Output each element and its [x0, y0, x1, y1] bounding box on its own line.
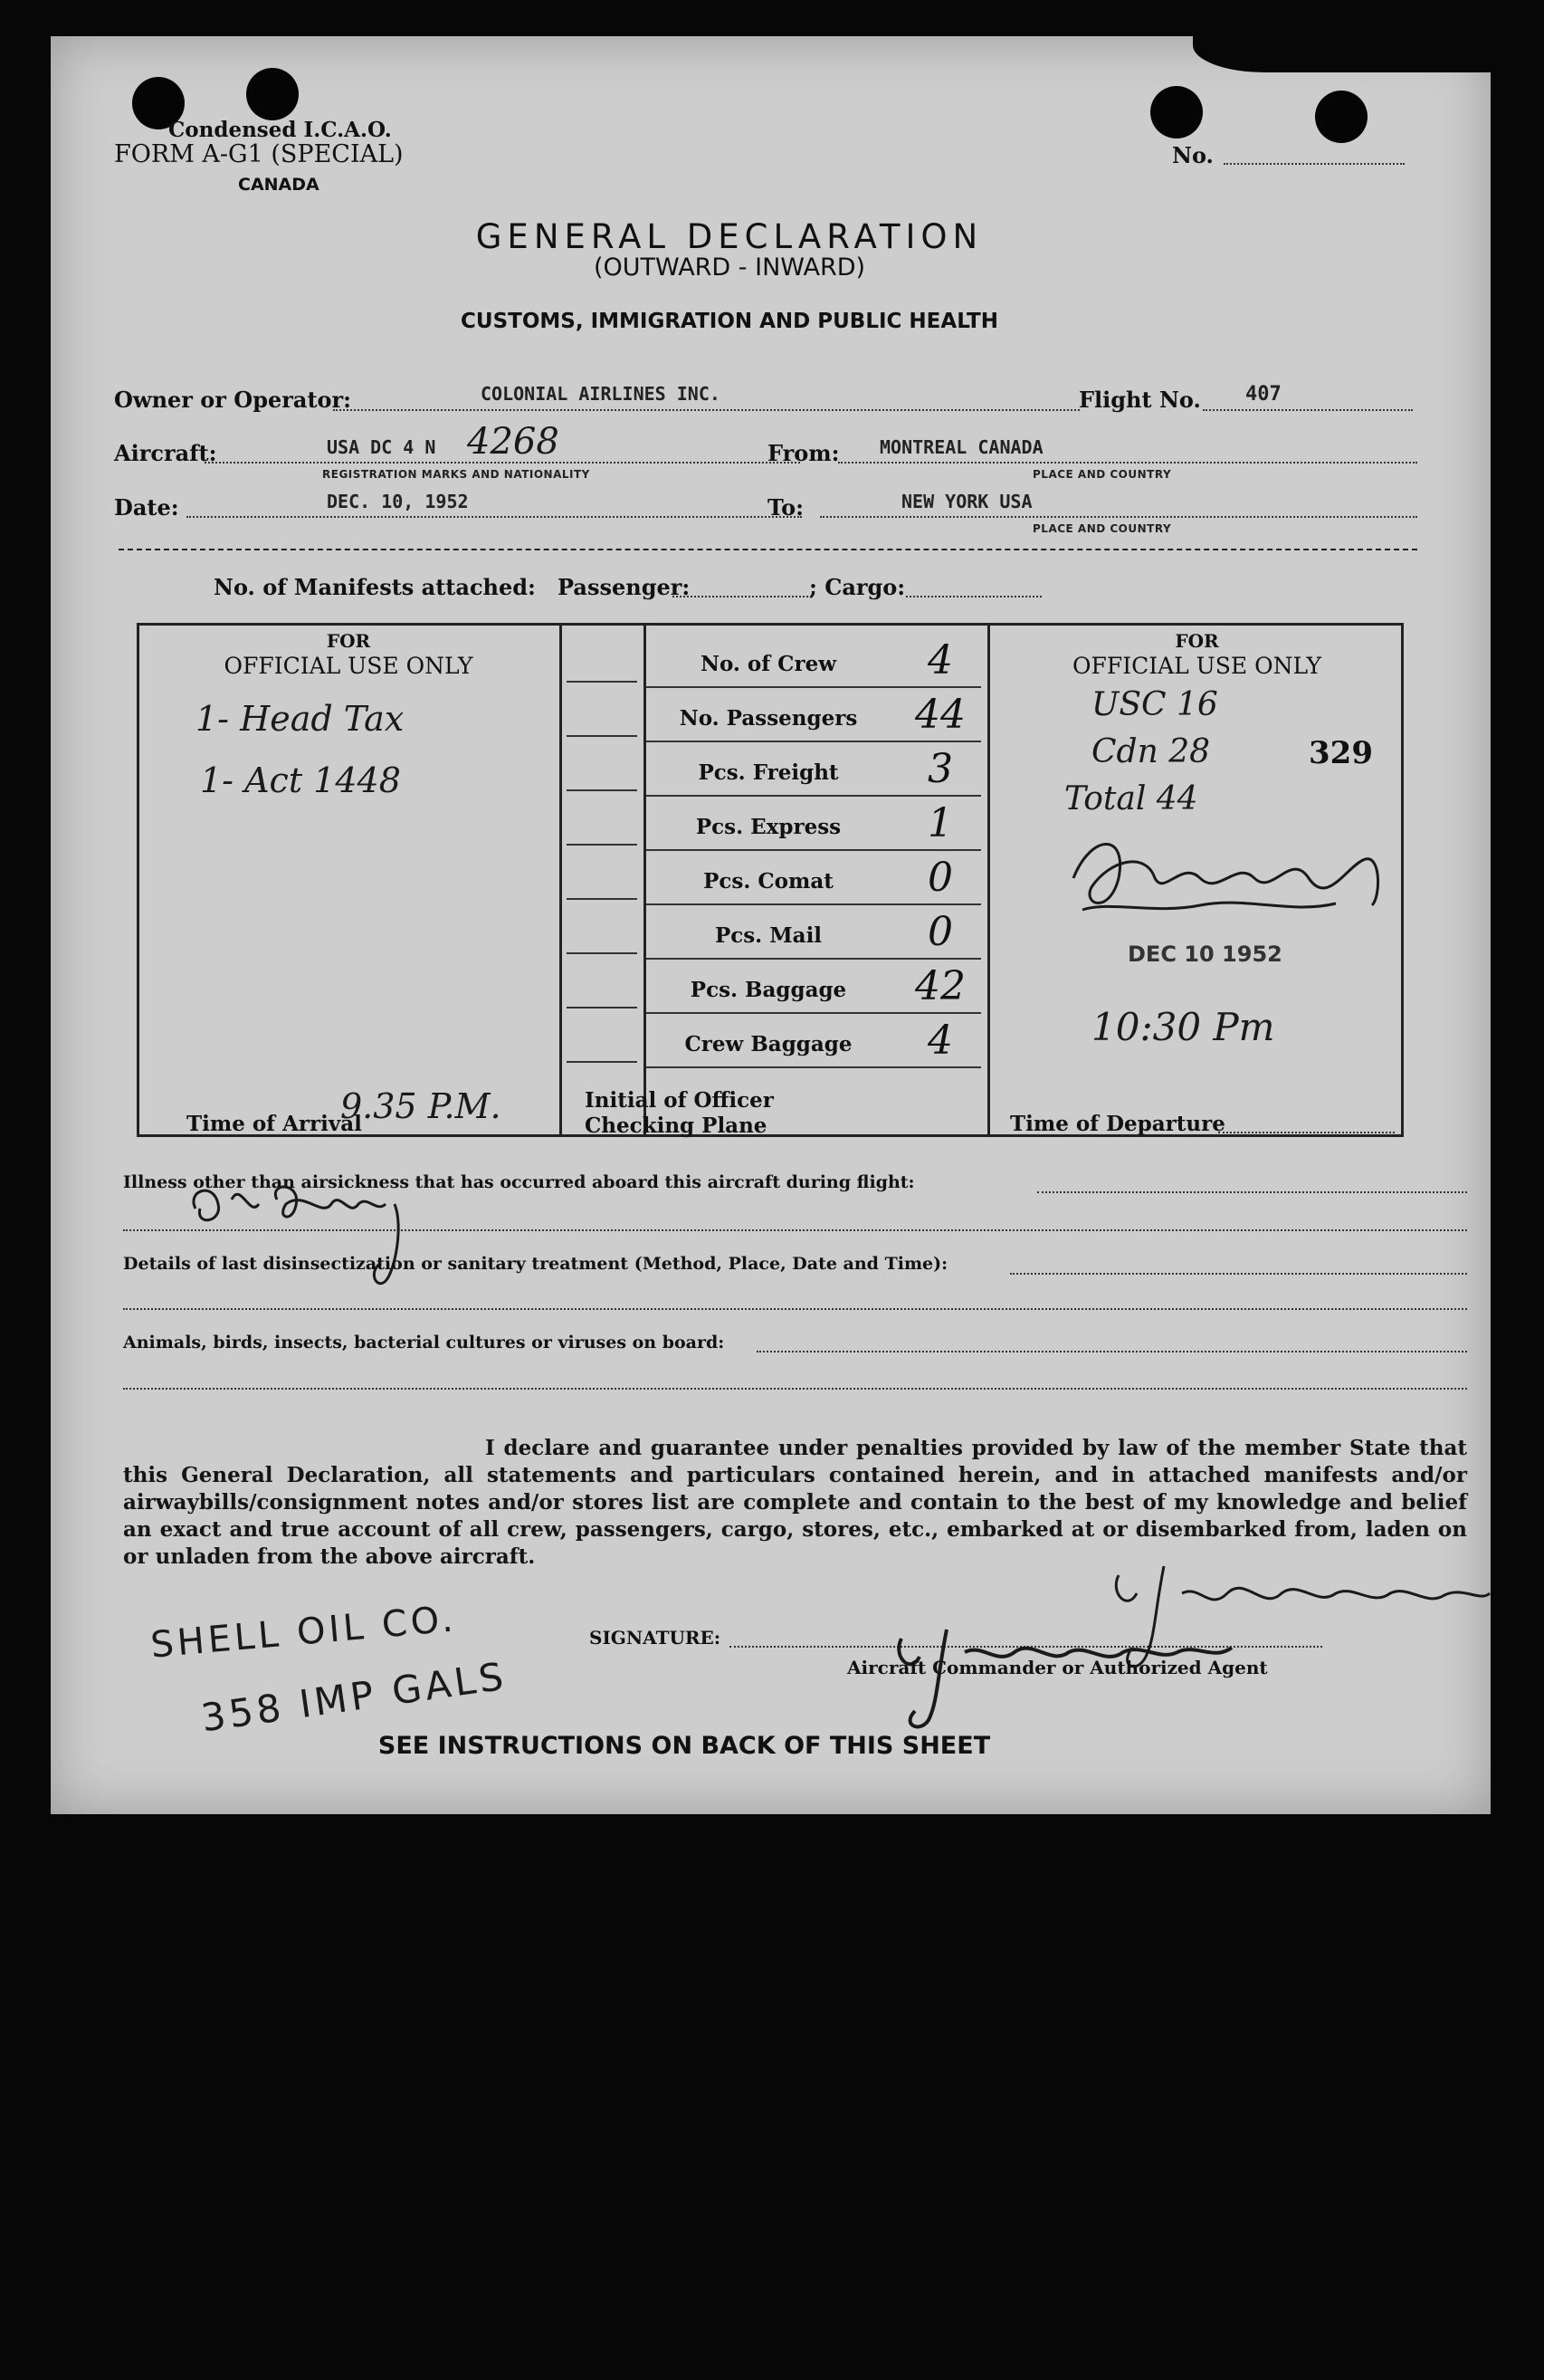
right-note-1: USC 16 [1091, 686, 1218, 723]
date-value: DEC. 10, 1952 [327, 491, 469, 512]
count-row [646, 905, 986, 960]
count-row-value: 0 [928, 855, 953, 901]
owner-value: COLONIAL AIRLINES INC. [481, 383, 720, 405]
page-title: GENERAL DECLARATION [475, 217, 984, 256]
left-for-label: FOR [326, 630, 371, 652]
right-number: 329 [1309, 735, 1373, 771]
commander-signature [847, 1557, 1499, 1738]
declaration-sheet [51, 36, 1491, 1814]
right-note-3: Total 44 [1064, 780, 1198, 817]
aircraft-value: USA DC 4 N [327, 436, 436, 458]
illness-line [1037, 1191, 1467, 1193]
footer-instructions: SEE INSTRUCTIONS ON BACK OF THIS SHEET [377, 1732, 991, 1760]
date-stamp: DEC 10 1952 [1128, 941, 1282, 967]
form-country: CANADA [238, 175, 319, 195]
from-label: From: [767, 440, 840, 466]
initial-line [567, 789, 637, 791]
disinsect-line [1010, 1273, 1467, 1275]
count-row-value: 42 [915, 963, 966, 1009]
left-note-1: 1- Head Tax [195, 699, 405, 739]
form-name: FORM A-G1 (SPECIAL) [114, 140, 404, 168]
count-row-label: Pcs. Baggage [690, 978, 847, 1002]
to-caption: PLACE AND COUNTRY [1033, 522, 1172, 535]
to-line [820, 516, 1417, 518]
date-label: Date: [114, 494, 179, 521]
cargo-line [906, 596, 1042, 597]
signature-label: SIGNATURE: [589, 1627, 721, 1649]
departure-value: 10:30 Pm [1091, 1005, 1275, 1049]
departure-label: Time of Departure [1010, 1112, 1225, 1136]
count-row [646, 688, 986, 742]
signer-caption: Aircraft Commander or Authorized Agent [847, 1657, 1268, 1678]
punch-hole [1150, 86, 1203, 139]
officer-label-2: Checking Plane [585, 1114, 767, 1138]
count-row [646, 851, 986, 905]
count-row-label: Pcs. Mail [714, 923, 823, 948]
page-heading: CUSTOMS, IMMIGRATION AND PUBLIC HEALTH [461, 310, 998, 333]
no-label: No. [1172, 142, 1214, 168]
to-label: To: [767, 494, 804, 521]
condensed-line: Condensed I.C.A.O. [168, 118, 392, 142]
count-row-value: 44 [915, 692, 966, 738]
date-line [186, 516, 802, 518]
to-value: NEW YORK USA [901, 491, 1033, 512]
flight-label: Flight No. [1079, 387, 1201, 413]
punch-hole [246, 68, 299, 120]
owner-label: Owner or Operator: [114, 387, 352, 413]
officer-label-1: Initial of Officer [585, 1088, 774, 1113]
from-line [838, 462, 1417, 464]
aircraft-caption: REGISTRATION MARKS AND NATIONALITY [322, 468, 590, 481]
punch-hole [1315, 91, 1368, 143]
arrival-value: 9.35 P.M. [340, 1086, 501, 1126]
count-row-value: 1 [928, 800, 953, 846]
passenger-line [672, 596, 808, 597]
table-divider [987, 623, 990, 1137]
count-row-value: 4 [928, 1018, 953, 1064]
count-row-label: No. Passengers [679, 706, 858, 731]
disinsect-line-2 [123, 1308, 1467, 1310]
right-note-2: Cdn 28 [1091, 733, 1211, 770]
count-row [646, 797, 986, 851]
initial-line [567, 844, 637, 846]
manifests-label: No. of Manifests attached: [214, 574, 536, 600]
owner-line [333, 409, 1080, 411]
animals-question: Animals, birds, insects, bacterial cultures or viruses on board: [123, 1333, 725, 1352]
illness-scribble [177, 1172, 467, 1299]
initial-line [567, 952, 637, 954]
flight-line [1203, 409, 1413, 411]
initial-line [567, 1007, 637, 1008]
from-value: MONTREAL CANADA [880, 436, 1044, 458]
count-row-rule [646, 1066, 981, 1068]
fuel-note-1: SHELL OIL CO. [148, 1598, 459, 1667]
animals-line-2 [123, 1388, 1467, 1390]
illness-question: Illness other than airsickness that has occurred aboard this aircraft during flight: [123, 1172, 915, 1192]
count-row-label: Crew Baggage [684, 1032, 853, 1056]
departure-line [1218, 1132, 1395, 1133]
passenger-label: Passenger: [558, 574, 691, 600]
initial-line [567, 1061, 637, 1063]
right-official-label: OFFICIAL USE ONLY [1072, 653, 1321, 679]
torn-edge [1193, 36, 1492, 72]
count-row [646, 634, 986, 688]
table-divider [559, 623, 562, 1137]
section-divider [119, 549, 1417, 550]
initial-line [567, 735, 637, 737]
initial-line [567, 898, 637, 900]
page-subtitle: (OUTWARD - INWARD) [593, 253, 866, 282]
count-row-value: 0 [928, 909, 953, 955]
fuel-note-2: 358 IMP GALS [198, 1653, 510, 1741]
count-row [646, 742, 986, 797]
right-for-label: FOR [1175, 630, 1219, 652]
aircraft-label: Aircraft: [114, 440, 217, 466]
officer-signature-scribble [1055, 824, 1399, 932]
no-line [1224, 163, 1405, 165]
declaration-text: I declare and guarantee under penalties provided by law of the member State that this General Declaration, all statements and particulars contained herein, and in attached manifests and/or airwaybills/consignment notes and/or stores list are complete and contain to the best of my knowledge and belief an exact and true account of all crew, passengers, cargo, stores, etc., embarked at or disembarked from, laden on or unladen from the above aircraft. [123, 1436, 1467, 1569]
left-official-label: OFFICIAL USE ONLY [224, 653, 473, 679]
count-row-label: Pcs. Freight [698, 760, 839, 785]
left-note-2: 1- Act 1448 [200, 760, 401, 800]
aircraft-handwritten: 4268 [467, 421, 559, 463]
flight-value: 407 [1245, 383, 1282, 406]
from-caption: PLACE AND COUNTRY [1033, 468, 1172, 481]
initial-line [567, 681, 637, 683]
disinsect-question: Details of last disinsectization or sanitary treatment (Method, Place, Date and Time): [123, 1254, 948, 1274]
arrival-label: Time of Arrival [186, 1112, 362, 1136]
count-row-label: Pcs. Comat [703, 869, 834, 894]
count-row-value: 3 [928, 746, 953, 792]
count-row-value: 4 [928, 637, 953, 683]
animals-line [757, 1351, 1467, 1352]
count-row-label: Pcs. Express [695, 815, 842, 839]
count-row [646, 1014, 986, 1068]
count-row [646, 960, 986, 1014]
cargo-label: ; Cargo: [809, 574, 906, 600]
count-row-label: No. of Crew [700, 652, 837, 676]
